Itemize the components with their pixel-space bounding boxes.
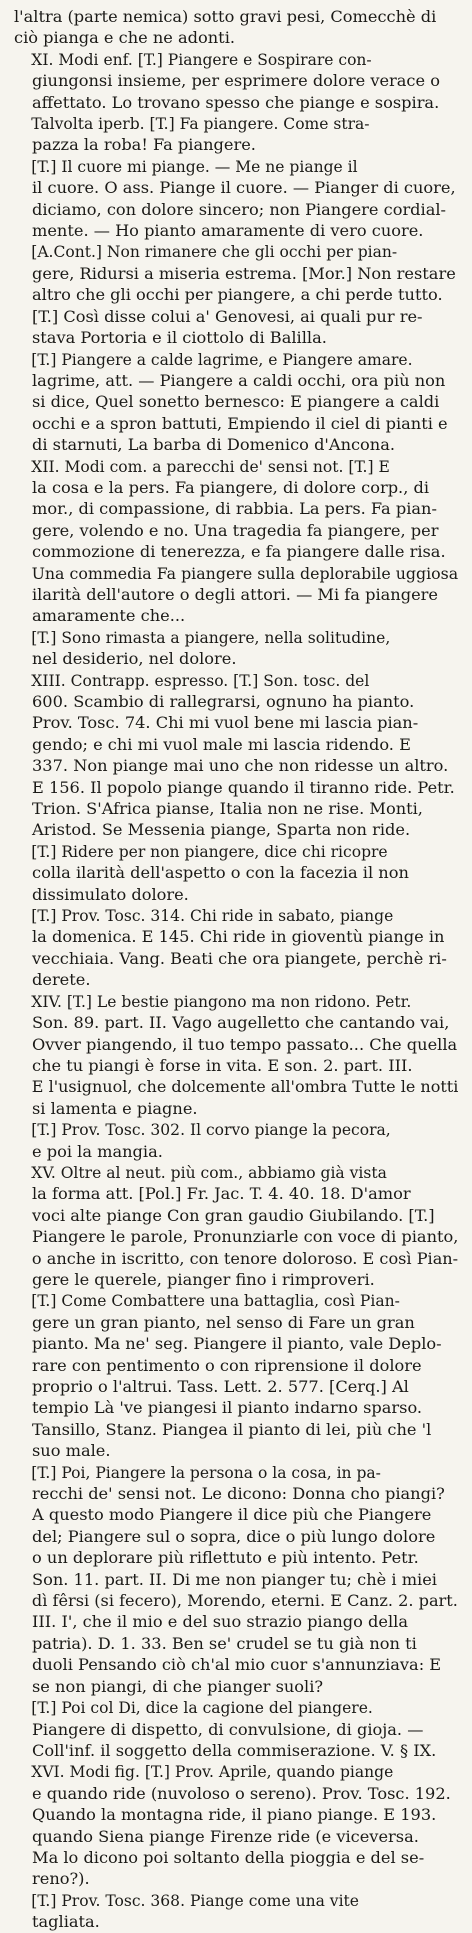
text-line: colla ilarità dell'aspetto o con la facezia il non	[32, 863, 409, 883]
paragraph-section-xv	[14, 1162, 458, 1290]
text-line: gere, Ridursi a miseria estrema. [Mor.] Non restare	[32, 263, 456, 283]
text-line: [T.] Prov. Tosc. 302. Il corvo piange la pecora,	[31, 1120, 391, 1140]
paragraph-talvolta-iperb	[14, 113, 458, 156]
paragraph-rimasta-a-piangere	[14, 627, 458, 670]
text-line: Coll'inf. il soggetto della commiserazione. V. § IX.	[32, 1740, 437, 1760]
text-line: [T.] Così disse colui a' Genovesi, ai quali pur re-	[32, 306, 423, 326]
text-line: Quando la montagna ride, il piano piange. E 193.	[32, 1805, 437, 1825]
text-line: XI. Modi enf. [T.] Piangere e Sospirare con-	[31, 49, 372, 69]
text-line: [T.] Il cuore mi piange. — Me ne piange il	[31, 156, 358, 176]
text-line: rare con pentimento o con riprensione il dolore	[32, 1355, 422, 1375]
text-line: [A.Cont.] Non rimanere che gli occhi per pian-	[31, 242, 398, 262]
text-line: occhi e a spron battuti, Empiendo il ciel di pianti e	[32, 413, 448, 433]
text-line: si lamenta e piagne.	[32, 1098, 198, 1118]
paragraph-intro-continuation	[14, 6, 458, 49]
text-line: 600. Scambio di rallegrarsi, ognuno ha pianto.	[32, 692, 415, 711]
text-line: suo male.	[32, 1441, 111, 1461]
text-line: tagliata.	[32, 1912, 100, 1932]
text-line: dì fêrsi (si fecero), Morendo, eterni. E Canz. 2. part.	[31, 1591, 458, 1611]
text-line: si dice, Quel sonetto bernesco: E piangere a caldi	[32, 392, 440, 412]
text-line: gere le querele, pianger fino i rimproveri.	[32, 1269, 375, 1289]
text-line: pianto. Ma ne' seg. Piangere il pianto, vale Deplo-	[32, 1334, 442, 1354]
text-line: XIV. [T.] Le bestie piangono ma non ridono. Petr.	[31, 991, 412, 1011]
paragraph-prov-tosc-314	[14, 905, 458, 991]
text-line: Ovver piangendo, il tuo tempo passato... Che quella	[32, 1034, 458, 1054]
text-line: [T.] Poi col Di, dice la cagione del piangere.	[31, 1698, 373, 1718]
text-line: Son. 11. part. II. Di me non pianger tu; chè i miei	[32, 1569, 437, 1589]
text-line: Una commedia Fa piangere sulla deplorabile uggiosa	[31, 563, 459, 583]
paragraph-combattere-una-battaglia	[14, 1290, 458, 1461]
text-line: tempio Là 've piangesi il pianto indarno sparso.	[32, 1398, 423, 1418]
text-line: la forma att. [Pol.] Fr. Jac. T. 4. 40. 18. D'amor	[32, 1184, 411, 1204]
text-line: proprio o l'altrui. Tass. Lett. 2. 577. [Cerq.] Al	[32, 1377, 409, 1396]
text-line: patria). D. 1. 33. Ben se' crudel se tu già non ti	[32, 1633, 417, 1653]
text-line: XIII. Contrapp. espresso. [T.] Son. tosc. del	[31, 670, 370, 690]
text-line: e quando ride (nuvoloso o sereno). Prov. Tosc. 192.	[32, 1783, 451, 1803]
text-line: altro che gli occhi per piangere, a chi perde tutto.	[32, 285, 443, 305]
paragraph-calde-lagrime	[14, 349, 458, 456]
text-line: [T.] Poi, Piangere la persona o la cosa, in pa-	[31, 1462, 381, 1482]
text-line: pazza la roba! Fa piangere.	[32, 135, 256, 155]
text-line: Son. 89. part. II. Vago augelletto che cantando vai,	[32, 1013, 450, 1033]
text-line: XII. Modi com. a parecchi de' sensi not. [T.] E	[31, 456, 390, 476]
text-line: di starnuti, La barba di Domenico d'Ancona.	[32, 435, 396, 455]
paragraph-prov-tosc-302	[14, 1119, 458, 1162]
text-line: XV. Oltre al neut. più com., abbiamo già vista	[31, 1162, 387, 1182]
text-line: Aristod. Se Messenia piange, Sparta non ride.	[32, 820, 411, 840]
text-line: [T.] Come Combattere una battaglia, così Pian-	[31, 1291, 400, 1311]
text-line: voci alte piange Con gran gaudio Giubilando. [T.]	[32, 1205, 435, 1225]
text-line: E 156. Il popolo piange quando il tiranno ride. Petr.	[32, 777, 455, 797]
text-line: il cuore. O ass. Piange il cuore. — Pianger di cuore,	[32, 178, 456, 198]
text-line: lagrime, att. — Piangere a caldi occhi, ora più non	[32, 370, 446, 390]
text-line: e poi la mangia.	[32, 1141, 163, 1161]
text-line: Trion. S'Africa pianse, Italia non ne rise. Monti,	[32, 799, 423, 819]
text-line: vecchiaia. Vang. Beati che ora piangete, perchè ri-	[32, 948, 447, 968]
text-line: derete.	[32, 970, 91, 990]
text-line: gere un gran pianto, nel senso di Fare un gran	[32, 1312, 415, 1332]
text-line: reno?).	[32, 1869, 90, 1889]
text-line: mor., di compassione, di rabbia. La pers. Fa pian-	[32, 499, 437, 519]
text-line: mente. — Ho pianto amaramente di vero cuore.	[32, 221, 424, 241]
paragraph-section-xii	[14, 456, 458, 627]
paragraph-ridere-per-non-piangere	[14, 841, 458, 905]
text-line: A questo modo Piangere il dice più che Piangere	[32, 1505, 432, 1525]
dictionary-page-column	[14, 6, 459, 1932]
text-line: che tu piangi è forse in vita. E son. 2. part. III.	[32, 1055, 413, 1075]
text-line: la cosa e la pers. Fa piangere, di dolore corp., di	[32, 477, 430, 497]
paragraph-section-xi	[14, 49, 458, 113]
text-line: l'altra (parte nemica) sotto gravi pesi, Comecchè di	[14, 7, 437, 26]
text-line: affettato. Lo trovano spesso che piange e sospira.	[32, 92, 440, 112]
text-line: ilarità dell'autore o degli attori. — Mi fa piangere	[32, 584, 438, 604]
text-line: del; Piangere sul o sopra, dice o più lungo dolore	[32, 1526, 436, 1546]
text-line: duoli Pensando ciò ch'al mio cuor s'annunziava: E	[32, 1655, 442, 1675]
paragraph-il-cuore	[14, 156, 458, 242]
paragraph-piangere-la-persona	[14, 1462, 458, 1697]
text-line: [T.] Sono rimasta a piangere, nella solitudine,	[31, 627, 391, 647]
text-line: [T.] Piangere a calde lagrime, e Piangere amare.	[31, 349, 413, 369]
text-line: [T.] Prov. Tosc. 314. Chi ride in sabato, piange	[31, 906, 394, 926]
text-line: o un deplorare più riflettuto e più intento. Petr.	[32, 1548, 419, 1568]
text-line: [T.] Prov. Tosc. 368. Piange come una vite	[31, 1890, 359, 1910]
text-line: se non piangi, di che pianger suoli?	[32, 1676, 324, 1696]
text-line: recchi de' sensi not. Le dicono: Donna cho piangi?	[32, 1484, 445, 1504]
text-line: gere, volendo e no. Una tragedia fa piangere, per	[32, 520, 439, 540]
text-line: XVI. Modi fig. [T.] Prov. Aprile, quando piange	[31, 1762, 394, 1782]
text-line: la domenica. E 145. Chi ride in gioventù piange in	[32, 927, 445, 947]
paragraph-a-cont	[14, 241, 458, 348]
paragraph-section-xiv	[14, 991, 458, 1119]
paragraph-section-xvi	[14, 1761, 458, 1889]
text-line: [T.] Ridere per non piangere, dice chi ricopre	[31, 841, 388, 861]
text-line: quando Siena piange Firenze ride (e viceversa.	[32, 1826, 419, 1846]
paragraph-prov-tosc-368	[14, 1890, 458, 1933]
text-line: Piangere di dispetto, di convulsione, di gioja. —	[32, 1719, 424, 1739]
paragraph-poi-col-di	[14, 1697, 458, 1761]
text-line: dissimulato dolore.	[32, 884, 189, 904]
text-line: Talvolta iperb. [T.] Fa piangere. Come stra-	[31, 114, 370, 134]
text-line: nel desiderio, nel dolore.	[32, 649, 237, 669]
text-line: ciò pianga e che ne adonti.	[14, 28, 236, 48]
text-line: E l'usignuol, che dolcemente all'ombra Tutte le notti	[31, 1077, 459, 1097]
text-line: diciamo, con dolore sincero; non Piangere cordial-	[32, 199, 447, 219]
text-line: giungonsi insieme, per esprimere dolore verace o	[32, 71, 440, 91]
text-line: 337. Non piange mai uno che non ridesse un altro.	[32, 756, 449, 776]
paragraph-section-xiii	[14, 670, 458, 841]
text-line: Ma lo dicono poi soltanto della pioggia e del se-	[32, 1847, 425, 1867]
text-line: III. I', che il mio e del suo strazio piango della	[32, 1612, 408, 1632]
text-line: amaramente che...	[32, 606, 186, 626]
text-line: Piangere le parole, Pronunziarle con voce di pianto,	[32, 1227, 459, 1247]
text-line: Prov. Tosc. 74. Chi mi vuol bene mi lascia pian-	[32, 713, 419, 733]
text-line: o anche in iscritto, con tenore doloroso. E così Pian-	[31, 1248, 459, 1268]
text-line: commozione di tenerezza, e fa piangere dalle risa.	[32, 542, 446, 562]
text-line: Tansillo, Stanz. Piangea il pianto di lei, più che 'l	[32, 1419, 432, 1439]
text-line: stava Portoria e il ciottolo di Balilla.	[32, 328, 327, 348]
text-line: gendo; e chi mi vuol male mi lascia ridendo. E	[32, 734, 411, 754]
